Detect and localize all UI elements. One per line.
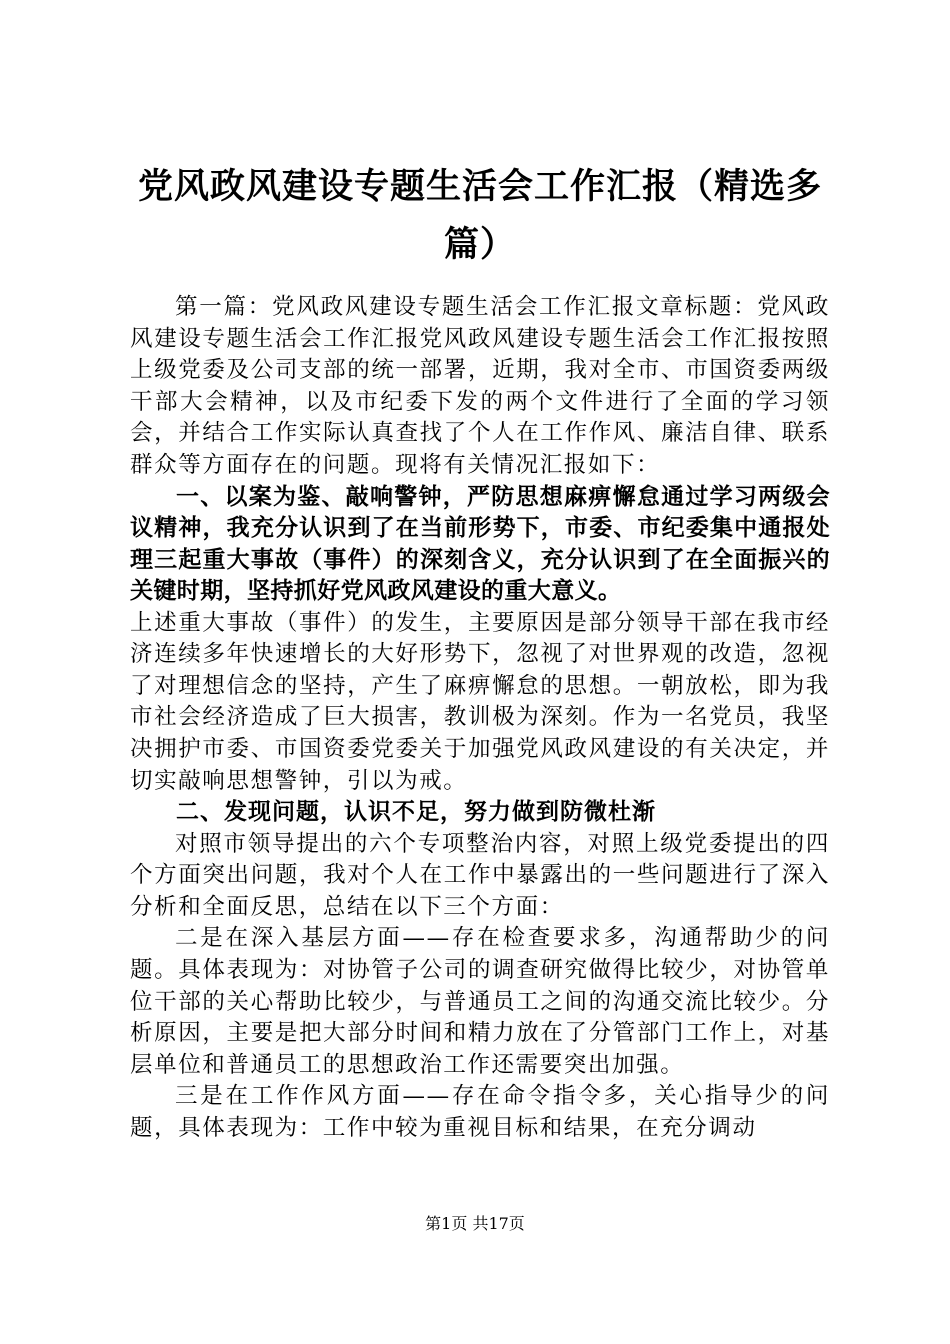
paragraph-point-three: 三是在工作作风方面——存在命令指令多，关心指导少的问题，具体表现为：工作中较为重视目标和结果，在充分调动 xyxy=(130,1083,830,1141)
document-body xyxy=(130,292,830,1145)
document-title: 党风政风建设专题生活会工作汇报（精选多篇） xyxy=(137,167,822,265)
page-footer: 第1页 共17页 xyxy=(425,1214,525,1233)
paragraph-intro: 第一篇：党风政风建设专题生活会工作汇报文章标题：党风政风建设专题生活会工作汇报党风政风建设专题生活会工作汇报按照上级党委及公司支部的统一部署，近期，我对全市、市国资委两级干部大会精神，以及市纪委下发的两个文件进行了全面的学习领会，并结合工作实际认真查找了个人在工作作风、廉洁自律、联系群众等方面存在的问题。现将有关情况汇报如下： xyxy=(130,294,830,478)
paragraph-reflection: 对照市领导提出的六个专项整治内容，对照上级党委提出的四个方面突出问题，我对个人在工作中暴露出的一些问题进行了深入分析和全面反思，总结在以下三个方面： xyxy=(130,830,830,920)
paragraph-heading-two: 二、发现问题，认识不足，努力做到防微杜渐 xyxy=(176,799,656,826)
paragraph-heading-one: 一、以案为鉴、敲响警钟，严防思想麻痹懈怠通过学习两级会议精神，我充分认识到了在当前形势下，市委、市纪委集中通报处理三起重大事故（事件）的深刻含义，充分认识到了在全面振兴的关键时期，坚持抓好党风政风建设的重大意义。 xyxy=(130,483,830,605)
paragraph-analysis: 上述重大事故（事件）的发生，主要原因是部分领导干部在我市经济连续多年快速增长的大好形势下，忽视了对世界观的改造，忽视了对理想信念的坚持，产生了麻痹懈怠的思想。一朝放松，即为我市社会经济造成了巨大损害，教训极为深刻。作为一名党员，我坚决拥护市委、市国资委党委关于加强党风政风建设的有关决定，并切实敲响思想警钟，引以为戒。 xyxy=(130,609,830,794)
paragraph-point-two: 二是在深入基层方面——存在检查要求多，沟通帮助少的问题。具体表现为：对协管子公司的调查研究做得比较少，对协管单位干部的关心帮助比较少，与普通员工之间的沟通交流比较少。分析原因，主要是把大部分时间和精力放在了分管部门工作上，对基层单位和普通员工的思想政治工作还需要突出加强。 xyxy=(130,925,830,1078)
